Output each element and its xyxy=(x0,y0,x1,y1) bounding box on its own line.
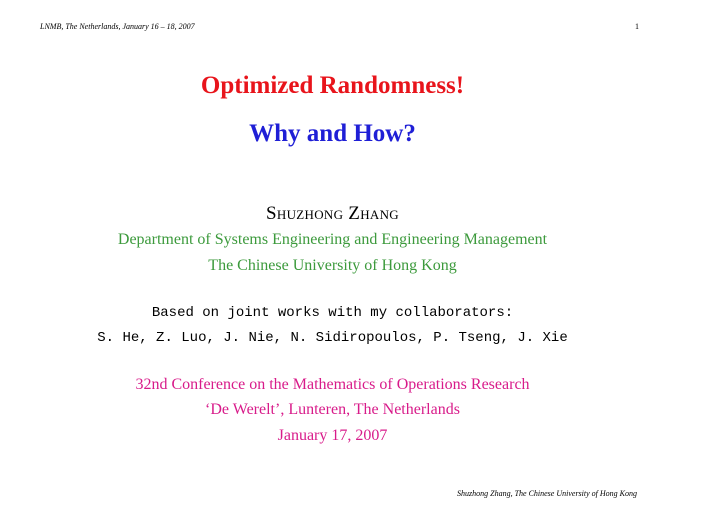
collaborators-intro: Based on joint works with my collaborators: xyxy=(151,305,514,321)
affiliation-university: The Chinese University of Hong Kong xyxy=(208,257,457,274)
collaborators-names: S. He, Z. Luo, J. Nie, N. Sidiropoulos, P. Tseng, J. Xie xyxy=(97,330,568,346)
conference-name: 32nd Conference on the Mathematics of Operations Research xyxy=(135,376,530,393)
affiliation-department: Department of Systems Engineering and Engineering Management xyxy=(117,231,548,248)
author-name: Shuzhong Zhang xyxy=(266,203,399,224)
conference-date: January 17, 2007 xyxy=(277,427,388,444)
slide-title: Optimized Randomness! xyxy=(200,72,465,99)
slide-subtitle: Why and How? xyxy=(249,120,416,147)
conference-venue: ‘De Werelt’, Lunteren, The Netherlands xyxy=(205,401,460,418)
slide-footer: Shuzhong Zhang, The Chinese University of Hong Kong xyxy=(457,489,637,498)
slide-header-left: LNMB, The Netherlands, January 16 – 18, 2007 xyxy=(40,22,195,31)
slide-page-number: 1 xyxy=(635,22,639,31)
